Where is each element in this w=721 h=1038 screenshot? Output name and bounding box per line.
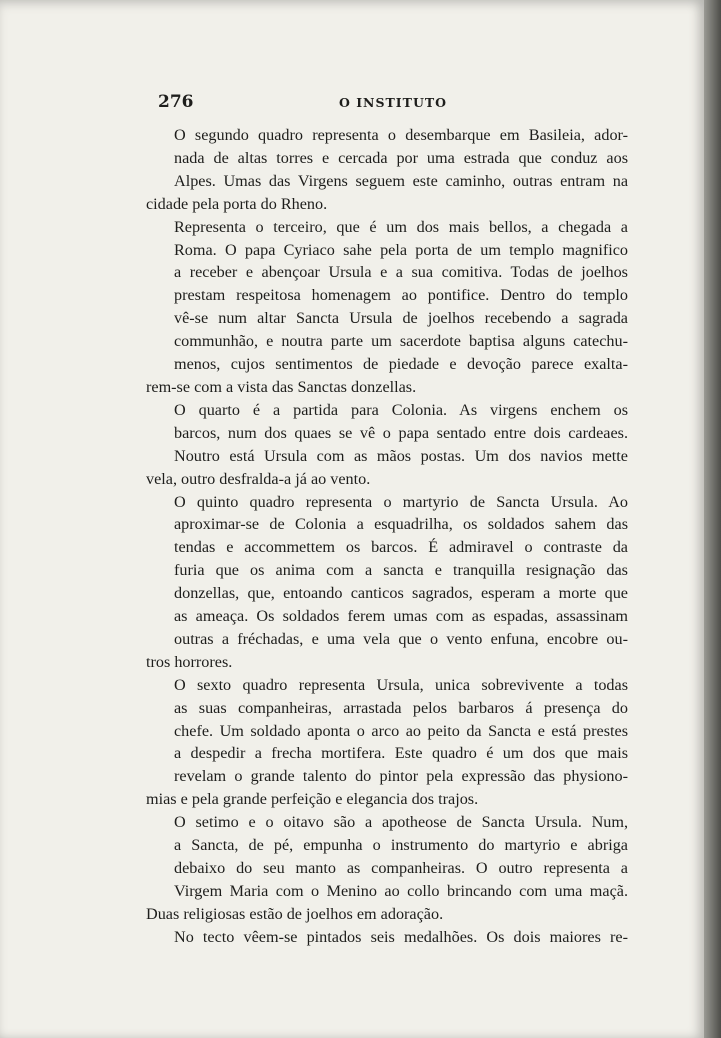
paragraph xyxy=(146,399,628,468)
text-line: Roma. O papa Cyriaco sahe pela porta de um templo magnifico xyxy=(174,240,628,259)
text-line: a receber e abençoar Ursula e a sua comitiva. Todas de joelhos xyxy=(174,263,628,282)
paragraph xyxy=(146,674,628,789)
paragraph xyxy=(146,124,628,193)
paragraph-end-line xyxy=(146,193,628,216)
body-text xyxy=(146,124,628,949)
text-line: a Sancta, de pé, empunha o instrumento do martyrio e abriga xyxy=(174,836,628,855)
text-line: barcos, num dos quaes se vê o papa sentado entre dois cardeaes. xyxy=(174,423,628,442)
text-line: Representa o terceiro, que é um dos mais bellos, a chegada a xyxy=(174,217,628,236)
paragraph xyxy=(146,926,628,949)
text-line: nada de altas torres e cercada por uma estrada que conduz aos xyxy=(174,148,628,167)
paragraph-end-line xyxy=(146,376,628,399)
text-line: chefe. Um soldado aponta o arco ao peito da Sancta e está prestes xyxy=(174,721,628,740)
text-line: a despedir a frecha mortifera. Este quadro é um dos que mais xyxy=(174,744,628,763)
paragraph xyxy=(146,811,628,903)
text-line: prestam respeitosa homenagem ao pontifice. Dentro do templo xyxy=(174,286,628,305)
text-line: O sexto quadro representa Ursula, unica sobrevivente a todas xyxy=(174,675,628,694)
text-line: No tecto vêem-se pintados seis medalhões. Os dois maiores re- xyxy=(174,927,628,946)
text-line: Duas religiosas estão de joelhos em adoração. xyxy=(146,904,444,923)
text-line: debaixo do seu manto as companheiras. O outro representa a xyxy=(174,859,628,877)
text-line: O segundo quadro representa o desembarque em Basileia, ador- xyxy=(174,126,628,144)
text-line: revelam o grande talento do pintor pela expressão das physiono- xyxy=(174,767,628,786)
page-edge-shadow xyxy=(704,0,721,1038)
page-header xyxy=(158,92,628,114)
text-line: Noutro está Ursula com as mãos postas. Um dos navios mette xyxy=(174,446,628,465)
text-line: as suas companheiras, arrastada pelos barbaros á presença do xyxy=(174,698,628,717)
paragraph-end-line xyxy=(146,788,628,811)
text-line: communhão, e noutra parte um sacerdote baptisa alguns catechu- xyxy=(174,332,628,351)
text-line: O setimo e o oitavo são a apotheose de Sancta Ursula. Num, xyxy=(174,813,628,832)
text-line: as ameaça. Os soldados ferem umas com as espadas, assassinam xyxy=(174,607,628,626)
text-line: Virgem Maria com o Menino ao collo brincando com uma maçã. xyxy=(174,881,628,900)
text-line: rem-se com a vista das Sanctas donzellas. xyxy=(146,377,417,396)
text-line: furia que os anima com a sancta e tranquilla resignação das xyxy=(174,561,628,580)
text-line: menos, cujos sentimentos de piedade e devoção parece exalta- xyxy=(174,355,628,374)
text-line: vela, outro desfralda-a já ao vento. xyxy=(146,469,371,488)
paragraph-end-line xyxy=(146,468,628,491)
text-line: O quinto quadro representa o martyrio de Sancta Ursula. Ao xyxy=(174,492,628,511)
text-line: tros horrores. xyxy=(146,652,233,671)
text-line: donzellas, que, entoando canticos sagrados, esperam a morte que xyxy=(174,584,628,603)
text-line: mias e pela grande perfeição e elegancia dos trajos. xyxy=(146,790,479,809)
running-title: O INSTITUTO xyxy=(338,95,448,110)
paragraph xyxy=(146,216,628,376)
page-number: 276 xyxy=(158,92,194,112)
text-line: tendas e accommettem os barcos. É admiravel o contraste da xyxy=(174,538,628,557)
text-line: vê-se num altar Sancta Ursula de joelhos recebendo a sagrada xyxy=(174,309,628,328)
text-line: Alpes. Umas das Virgens seguem este caminho, outras entram na xyxy=(174,171,628,190)
paragraph-end-line xyxy=(146,903,628,926)
text-line: cidade pela porta do Rheno. xyxy=(146,194,328,213)
paragraph-end-line xyxy=(146,651,628,674)
text-line: outras a fréchadas, e uma vela que o vento enfuna, encobre ou- xyxy=(174,629,628,648)
text-line: O quarto é a partida para Colonia. As virgens enchem os xyxy=(174,400,628,419)
paragraph xyxy=(146,491,628,651)
text-line: aproximar-se de Colonia a esquadrilha, os soldados sahem das xyxy=(174,515,628,534)
